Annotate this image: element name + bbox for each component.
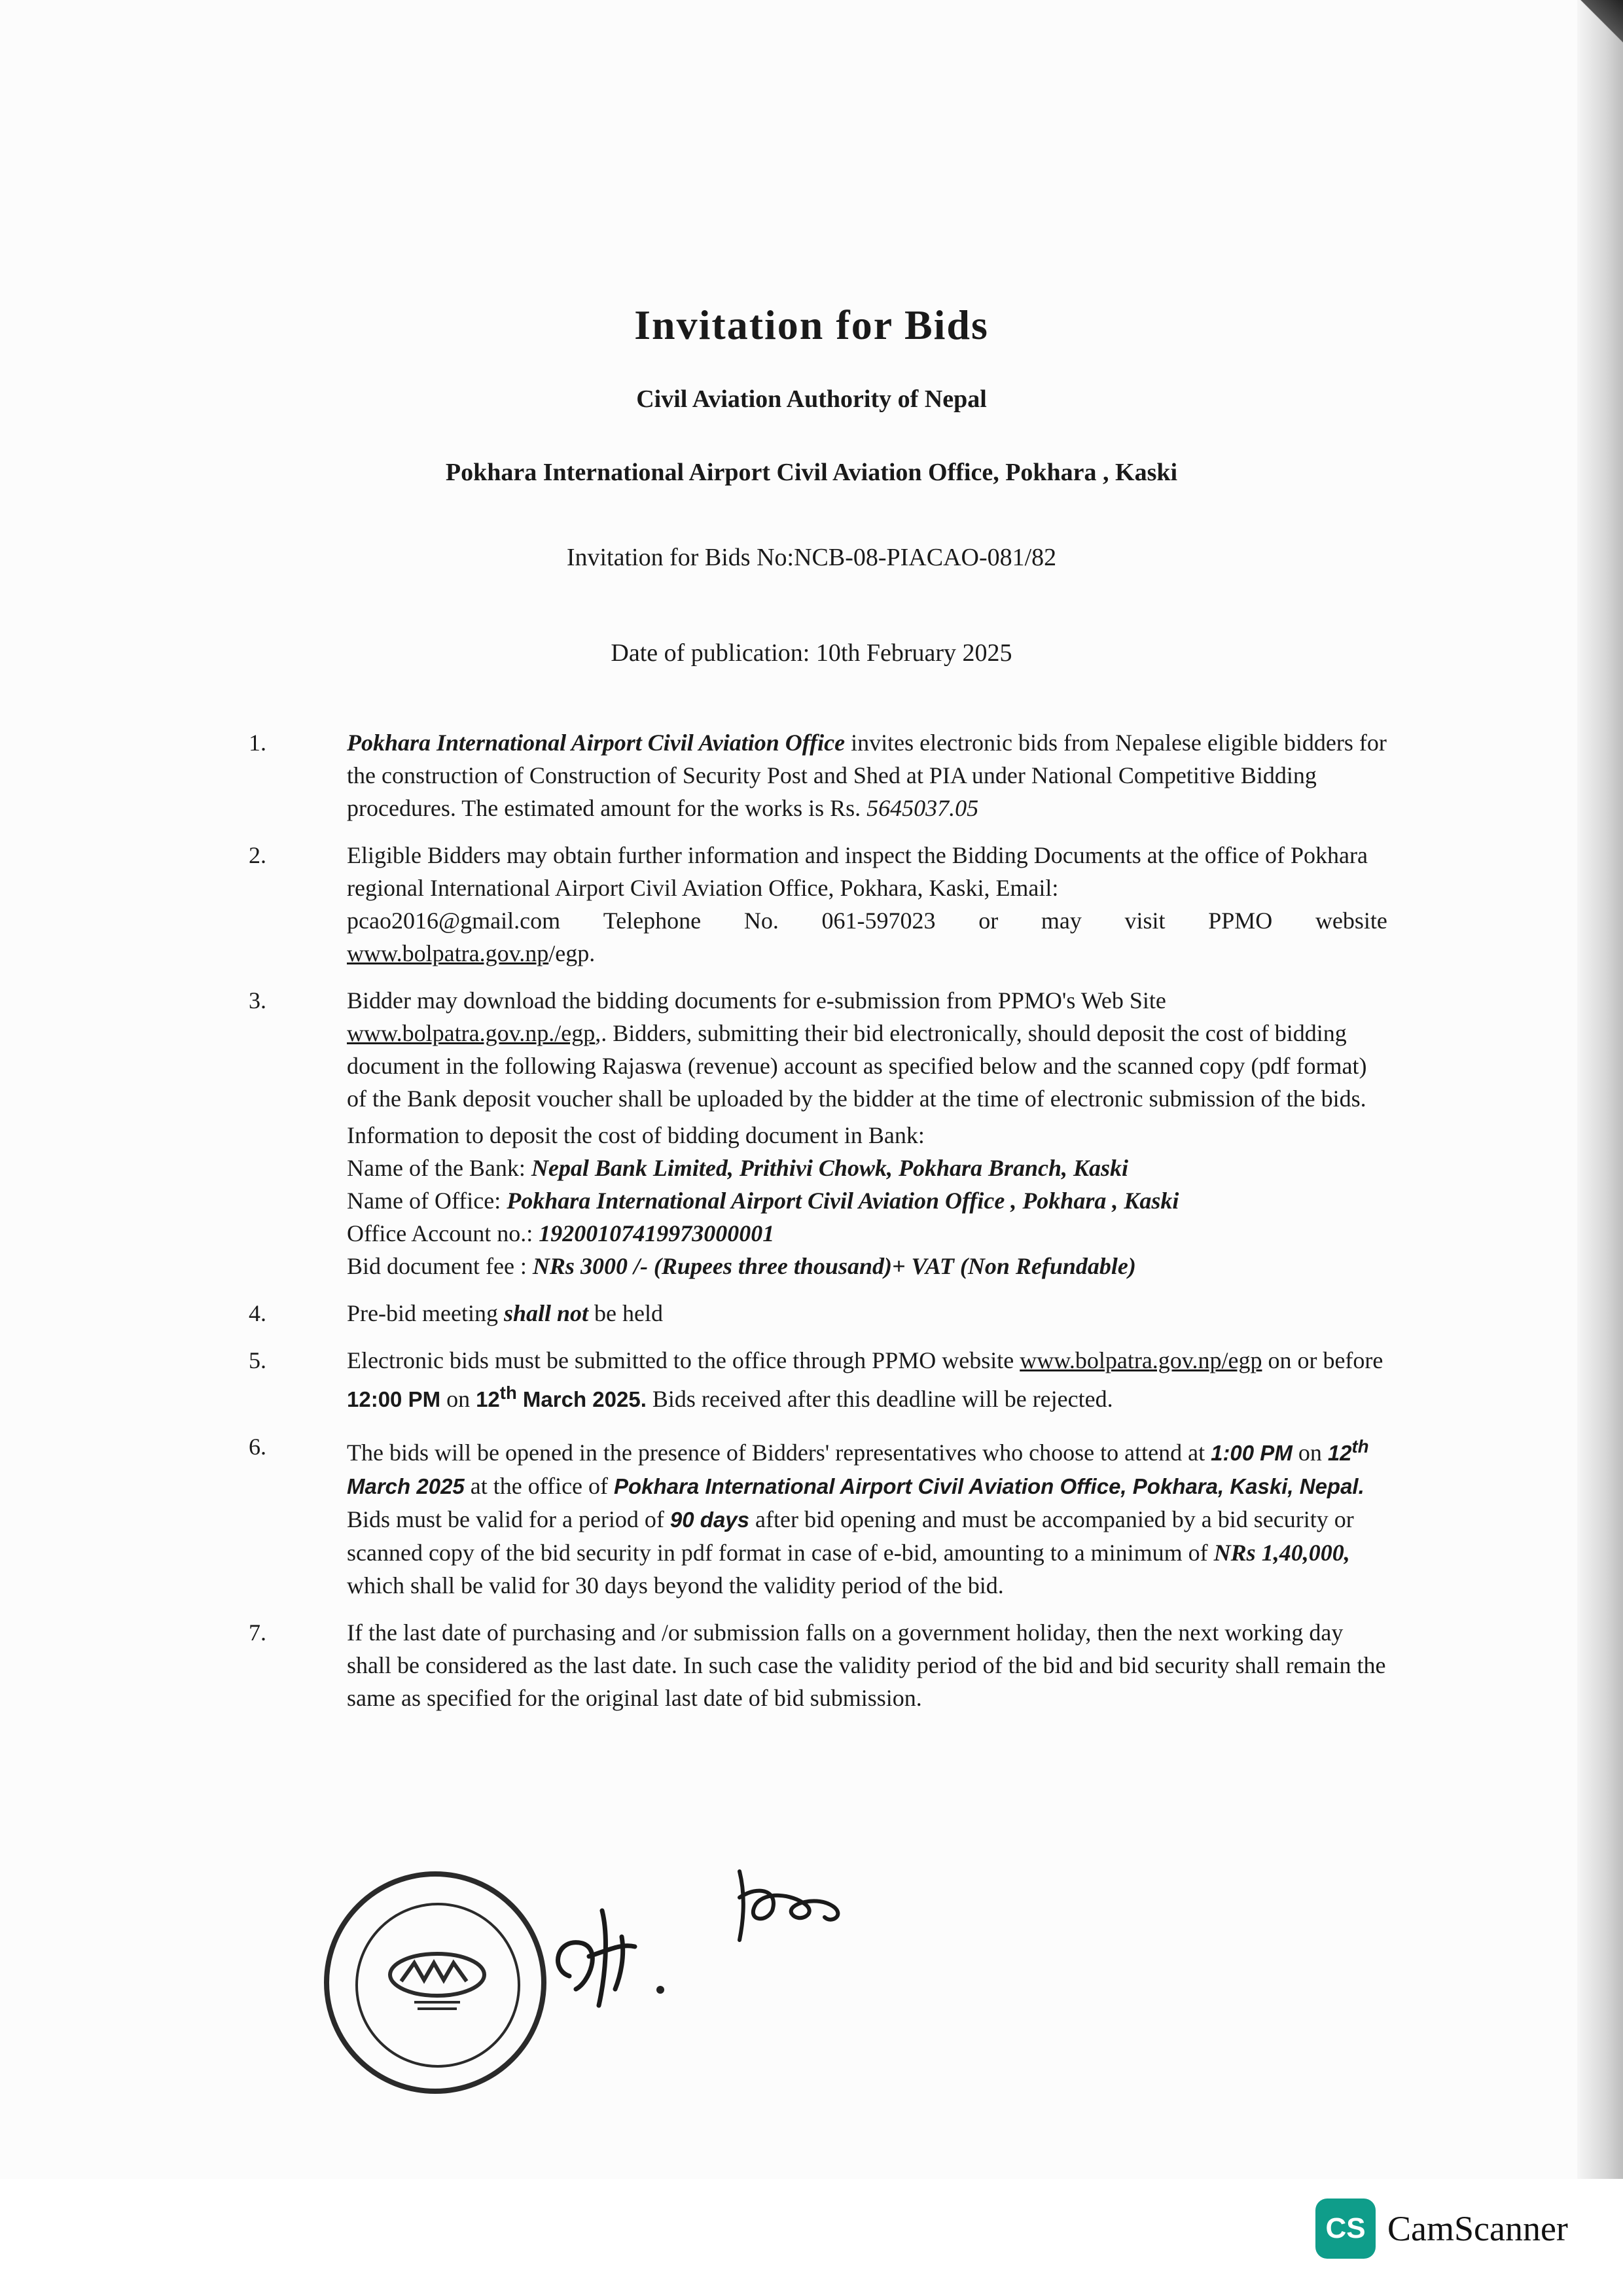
clause-number: 2. — [249, 842, 266, 868]
ifb-number: Invitation for Bids No:NCB-08-PIACAO-081/82 — [566, 544, 1057, 571]
office-name-emph: Pokhara International Airport Civil Aviation Office — [347, 730, 846, 756]
clause-number: 1. — [249, 730, 266, 756]
clause-text: If the last date of purchasing and /or submission falls on a government holiday, then the next working day shall be considered as the last date. In such case the validity period of the bid and bid security shall remain the same as specified for the original last date of bid submission. — [347, 1619, 1386, 1711]
bid-clauses — [249, 726, 1387, 1729]
clause-emph: shall not — [503, 1300, 589, 1326]
opening-month-year: March 2025 — [347, 1474, 465, 1498]
account-value: 19200107419973000001 — [539, 1220, 775, 1246]
page-corner-fold — [1571, 0, 1623, 52]
telephone-no-label: No. — [743, 908, 779, 934]
office-name-line — [347, 1184, 1387, 1217]
clause-text-end: which shall be valid for 30 days beyond the validity period of the bid. — [347, 1572, 1004, 1598]
contact-line — [347, 904, 1387, 937]
clause-text: invites electronic bids from Nepalese eligible bidders for the construction of Construction of Security Post and Shed at PIA under National Competitive Bidding procedures. The estimated amount for the works is Rs. — [347, 730, 1387, 821]
camscanner-label: CamScanner — [1387, 2209, 1568, 2248]
clause-text-end: Bids received after this deadline will be rejected. — [646, 1386, 1113, 1412]
clause-text-cont: on or before — [1262, 1347, 1383, 1373]
office-label: Name of Office: — [347, 1188, 507, 1214]
bid-security-amount: NRs 1,40,000, — [1213, 1540, 1350, 1566]
telephone-number: 061-597023 — [821, 908, 936, 934]
fee-line — [347, 1250, 1387, 1282]
clause-6 — [249, 1430, 1387, 1602]
authority-name: Civil Aviation Authority of Nepal — [636, 385, 987, 413]
clause-text: Electronic bids must be submitted to the office through PPMO website — [347, 1347, 1020, 1373]
clause-text-cont: ,. Bidders, submitting their bid electronically, should deposit the cost of bidding document in the following Rajaswa (revenue) account as specified below and the scanned copy (pdf format) of the Bank deposit voucher shall be uploaded by the bidder at the time of electronic submission of the bids. — [347, 1020, 1367, 1112]
clause-text-on: on — [440, 1386, 476, 1412]
clause-text: Pre-bid meeting — [347, 1300, 504, 1326]
email-address: pcao2016@gmail.com — [347, 908, 561, 934]
deadline-day: 12 — [476, 1387, 500, 1411]
ppmo-egp-link[interactable]: www.bolpatra.gov.np./egp — [347, 1020, 596, 1046]
clause-text-valid: Bids must be valid for a period of — [347, 1506, 670, 1532]
url-tail: /egp. — [548, 940, 596, 966]
clause-5 — [249, 1344, 1387, 1416]
clause-2 — [249, 839, 1387, 970]
deadline-time: 12:00 PM — [347, 1387, 441, 1411]
camscanner-logo-icon: CS — [1315, 2199, 1376, 2259]
bank-info — [347, 1119, 1387, 1282]
opening-office: Pokhara International Airport Civil Aviation Office, Pokhara, Kaski, Nepal. — [614, 1474, 1364, 1498]
opening-time: 1:00 PM — [1211, 1441, 1293, 1465]
clause-text: Bidder may download the bidding documents for e-submission from PPMO's Web Site — [347, 987, 1166, 1014]
text-or: or — [978, 908, 999, 934]
bank-name-line — [347, 1152, 1387, 1184]
submission-link[interactable]: www.bolpatra.gov.np/egp — [1020, 1347, 1262, 1373]
clause-text-cont: be held — [588, 1300, 663, 1326]
validity-days: 90 days — [669, 1508, 750, 1532]
bank-value: Nepal Bank Limited, Prithivi Chowk, Pokhara Branch, Kaski — [531, 1155, 1129, 1181]
clause-7 — [249, 1616, 1387, 1714]
bank-label: Name of the Bank: — [347, 1155, 531, 1181]
clause-number: 7. — [249, 1619, 266, 1646]
clause-number: 6. — [249, 1434, 266, 1460]
deadline-day-suffix: th — [499, 1383, 517, 1403]
bank-info-heading: Information to deposit the cost of bidding document in Bank: — [347, 1122, 925, 1148]
fee-value: NRs 3000 /- (Rupees three thousand)+ VAT (Non Refundable) — [532, 1253, 1136, 1279]
account-label: Office Account no.: — [347, 1220, 539, 1246]
clause-text-at: at the office of — [464, 1473, 615, 1499]
clause-text-on: on — [1292, 1439, 1328, 1466]
clause-4 — [249, 1297, 1387, 1330]
camscanner-watermark — [1315, 2199, 1568, 2259]
text-ppmo: PPMO — [1208, 908, 1273, 934]
clause-text: The bids will be opened in the presence of Bidders' representatives who choose to attend at — [347, 1439, 1211, 1466]
text-website: website — [1315, 908, 1387, 934]
signature-two-icon — [720, 1858, 864, 1950]
clause-number: 5. — [249, 1347, 266, 1373]
clause-1 — [249, 726, 1387, 824]
signature-one-icon — [543, 1898, 661, 2015]
deadline-month-year: March 2025. — [516, 1387, 647, 1411]
text-may: may — [1041, 908, 1082, 934]
signature-dot — [656, 1986, 664, 1994]
deadline-date — [476, 1383, 647, 1411]
clause-text-security: after bid opening and must be accompanied by a bid security or scanned copy of the bid security in pdf format in case of e-bid, amounting to a minimum of — [347, 1506, 1354, 1566]
ppmo-website-link[interactable]: www.bolpatra.gov.np — [347, 940, 549, 966]
caan-logo-icon — [382, 1949, 493, 2014]
telephone-label: Telephone — [603, 908, 702, 934]
clause-number: 3. — [249, 987, 266, 1014]
publication-date: Date of publication: 10th February 2025 — [611, 639, 1012, 667]
official-seal — [324, 1871, 546, 2094]
account-line — [347, 1217, 1387, 1250]
estimated-amount: 5645037.05 — [866, 795, 979, 821]
opening-day-suffix: th — [1351, 1436, 1369, 1457]
office-name: Pokhara International Airport Civil Aviation Office, Pokhara , Kaski — [445, 459, 1178, 486]
fee-label: Bid document fee : — [347, 1253, 533, 1279]
clause-3 — [249, 984, 1387, 1282]
clause-text: Eligible Bidders may obtain further information and inspect the Bidding Documents at the office of Pokhara regional International Airport Civil Aviation Office, Pokhara, Kaski, Email: — [347, 842, 1368, 901]
document-title: Invitation for Bids — [634, 302, 989, 348]
office-value: Pokhara International Airport Civil Aviation Office , Pokhara , Kaski — [507, 1188, 1179, 1214]
opening-day: 12 — [1327, 1441, 1352, 1465]
text-visit: visit — [1124, 908, 1166, 934]
clause-number: 4. — [249, 1300, 266, 1326]
